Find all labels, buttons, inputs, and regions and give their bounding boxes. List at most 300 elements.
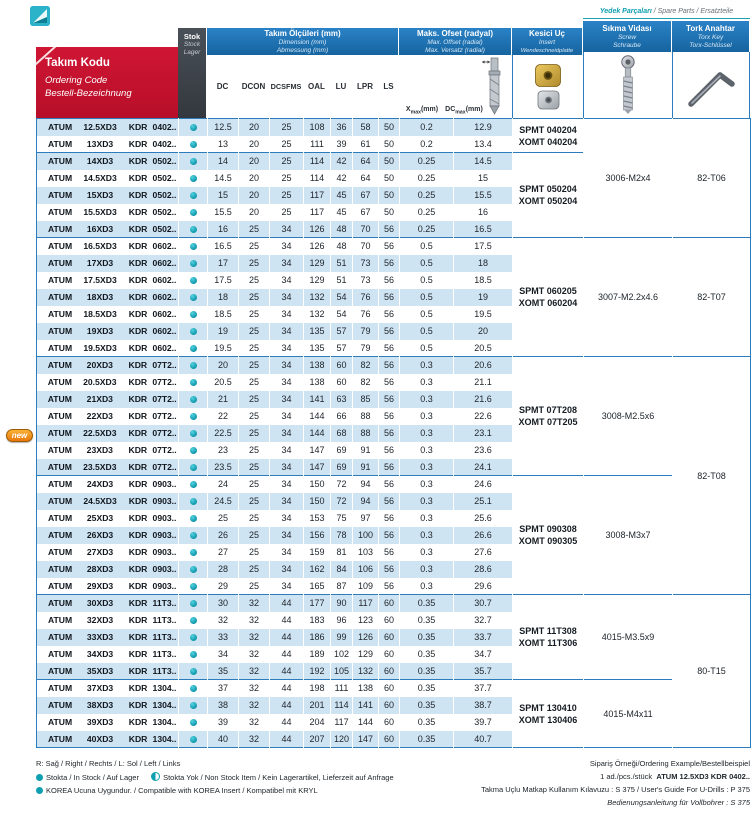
xmax-value: 0.5: [400, 306, 454, 323]
lu-value: 51: [331, 272, 353, 289]
lpr-value: 129: [353, 646, 379, 663]
tool-code: ATUM 17XD3 KDR 0602..: [47, 258, 177, 268]
insert-designation: SPMT 060205 XOMT 060204: [513, 238, 584, 357]
dcon-value: 25: [239, 493, 270, 510]
in-stock-dot: [190, 413, 197, 420]
dcon-value: 32: [239, 612, 270, 629]
xmax-value: 0.2: [400, 136, 454, 153]
ls-value: 56: [379, 408, 400, 425]
insert-designation: SPMT 050204 XOMT 050204: [513, 153, 584, 238]
ls-value: 56: [379, 357, 400, 374]
ls-value: 56: [379, 459, 400, 476]
in-stock-dot: [190, 226, 197, 233]
stock-cell: [179, 544, 208, 561]
xmax-value: 0.5: [400, 289, 454, 306]
stock-cell: [179, 697, 208, 714]
in-stock-dot: [190, 124, 197, 131]
dcon-value: 25: [239, 544, 270, 561]
in-stock-dot: [190, 702, 197, 709]
lpr-value: 103: [353, 544, 379, 561]
tool-code: ATUM 23.5XD3 KDR 07T2..: [47, 461, 177, 472]
dc-value: 34: [208, 646, 239, 663]
in-stock-dot: [190, 396, 197, 403]
dcsfms-value: 34: [270, 442, 304, 459]
tool-code: ATUM 39XD3 KDR 1304..: [47, 717, 177, 727]
dcsfms-value: 34: [270, 238, 304, 255]
ls-value: 56: [379, 527, 400, 544]
dcsfms-value: 34: [270, 306, 304, 323]
stock-cell: [179, 238, 208, 255]
xmax-value: 0.3: [400, 459, 454, 476]
stock-cell: [179, 612, 208, 629]
lpr-value: 100: [353, 527, 379, 544]
dcsfms-value: 25: [270, 204, 304, 221]
dcon-value: 25: [239, 510, 270, 527]
in-stock-dot: [190, 498, 197, 505]
dc-value: 27: [208, 544, 239, 561]
oal-value: 207: [304, 731, 331, 748]
stock-cell: [179, 493, 208, 510]
xmax-value: 0.3: [400, 374, 454, 391]
torx-column-header: [672, 21, 750, 52]
ls-value: 60: [379, 731, 400, 748]
dc-value: 17: [208, 255, 239, 272]
stock-cell: [179, 663, 208, 680]
dc-value: 19.5: [208, 340, 239, 357]
dcmax-value: 18.5: [454, 272, 513, 289]
tool-code: ATUM 24.5XD3 KDR 0903..: [47, 496, 177, 506]
oal-value: 117: [304, 204, 331, 221]
dcon-value: 25: [239, 527, 270, 544]
dc-value: 19: [208, 323, 239, 340]
dcsfms-value: 34: [270, 527, 304, 544]
dcsfms-value: 34: [270, 340, 304, 357]
dc-value: 38: [208, 697, 239, 714]
dim-col-labels: [207, 55, 399, 118]
offset-label-de: Max. Versatz (radial): [425, 46, 485, 54]
dcsfms-value: 34: [270, 544, 304, 561]
stock-cell: [179, 578, 208, 595]
dcon-value: 32: [239, 629, 270, 646]
in-stock-dot: [190, 583, 197, 590]
dcmax-value: 25.6: [454, 510, 513, 527]
oal-value: 117: [304, 187, 331, 204]
dc-value: 14.5: [208, 170, 239, 187]
lu-value: 90: [331, 595, 353, 612]
dcsfms-value: 34: [270, 510, 304, 527]
dc-value: 18.5: [208, 306, 239, 323]
dcmax-value: 24.6: [454, 476, 513, 493]
table-row: [37, 238, 751, 255]
dc-value: 20: [208, 357, 239, 374]
ls-value: 56: [379, 391, 400, 408]
dcmax-value: 22.6: [454, 408, 513, 425]
dim-col-label-lu: LU: [335, 82, 347, 91]
in-stock-dot: [190, 532, 197, 539]
dcsfms-value: 44: [270, 646, 304, 663]
oal-value: 129: [304, 272, 331, 289]
stock-cell: [179, 561, 208, 578]
korea-compat-text: KOREA Ucuna Uygundur. / Compatible with KOREA Insert / Kompatibel mit KRYL: [46, 786, 318, 795]
lpr-value: 106: [353, 561, 379, 578]
tool-code: ATUM 30XD3 KDR 11T3..: [37, 595, 179, 612]
ls-value: 56: [379, 544, 400, 561]
in-stock-dot: [190, 481, 197, 488]
torx-key-designation: 82-T06: [673, 119, 751, 238]
ls-value: 50: [379, 204, 400, 221]
dcsfms-value: 34: [270, 493, 304, 510]
dcon-value: 20: [239, 136, 270, 153]
xmax-value: 0.5: [400, 255, 454, 272]
dcsfms-value: 44: [270, 731, 304, 748]
dcmax-value: 33.7: [454, 629, 513, 646]
in-stock-dot: [190, 175, 197, 182]
dcsfms-value: 25: [270, 170, 304, 187]
dcon-value: 25: [239, 323, 270, 340]
tool-code: ATUM 35XD3 KDR 11T3..: [47, 665, 177, 676]
dc-value: 28: [208, 561, 239, 578]
oal-value: 144: [304, 425, 331, 442]
dcon-value: 32: [239, 714, 270, 731]
oal-value: 204: [304, 714, 331, 731]
tool-code: ATUM 33XD3 KDR 11T3..: [47, 632, 177, 642]
xmax-value: 0.3: [400, 493, 454, 510]
ls-value: 50: [379, 187, 400, 204]
spare-parts-title-en: / Spare Parts /: [653, 8, 699, 15]
lpr-value: 58: [353, 119, 379, 136]
dcmax-value: 37.7: [454, 680, 513, 697]
ls-value: 56: [379, 510, 400, 527]
dcmax-value: 17.5: [454, 238, 513, 255]
dim-col-label-dc: DC: [216, 82, 229, 91]
lu-value: 45: [331, 204, 353, 221]
oal-value: 132: [304, 306, 331, 323]
insert-label-de: Wendeschneidplatte: [520, 47, 574, 54]
lpr-value: 73: [353, 255, 379, 272]
stock-label-de: Lager: [183, 49, 201, 56]
dcsfms-value: 25: [270, 119, 304, 136]
dcmax-value: 20: [454, 323, 513, 340]
lpr-value: 64: [353, 153, 379, 170]
dcon-value: 25: [239, 442, 270, 459]
stock-cell: [179, 374, 208, 391]
gold-insert-photo-icon: [534, 63, 562, 88]
lu-value: 48: [331, 221, 353, 238]
oal-value: 111: [304, 136, 331, 153]
stock-cell: [179, 272, 208, 289]
oal-value: 156: [304, 527, 331, 544]
in-stock-dot: [190, 719, 197, 726]
xmax-value: 0.2: [400, 119, 454, 136]
brand-logo-icon: [30, 6, 50, 26]
dcsfms-value: 25: [270, 136, 304, 153]
lpr-value: 67: [353, 187, 379, 204]
xmax-value: 0.35: [400, 629, 454, 646]
dcsfms-value: 25: [270, 153, 304, 170]
xmax-value: 0.25: [400, 187, 454, 204]
tool-code: ATUM 16XD3 KDR 0502..: [47, 223, 177, 234]
dc-value: 32: [208, 612, 239, 629]
insert-designation: SPMT 07T208 XOMT 07T205: [513, 357, 584, 476]
ordering-code-header: [36, 47, 178, 118]
dcon-value: 25: [239, 408, 270, 425]
lpr-value: 70: [353, 238, 379, 255]
insert-designation: SPMT 130410 XOMT 130406: [513, 680, 584, 748]
table-row: [37, 357, 751, 374]
stock-cell: [179, 680, 208, 697]
stock-column-header: [178, 28, 207, 118]
oal-value: 126: [304, 221, 331, 238]
oal-value: 126: [304, 238, 331, 255]
dcmax-value: 25.1: [454, 493, 513, 510]
dcsfms-value: 34: [270, 578, 304, 595]
torx-subheader: [672, 52, 750, 118]
tool-code: ATUM 22.5XD3 KDR 07T2..: [47, 428, 177, 438]
insert-designation: SPMT 11T308 XOMT 11T306: [513, 595, 584, 680]
screw-designation: 3007-M2.2x4.6: [584, 238, 673, 357]
dcsfms-value: 34: [270, 374, 304, 391]
in-stock-dot: [190, 243, 197, 250]
dcmax-value: 16.5: [454, 221, 513, 238]
non-stock-legend-text: Stokta Yok / Non Stock Item / Kein Lagerartikel, Lieferzeit auf Anfrage: [163, 772, 394, 782]
lu-value: 57: [331, 340, 353, 357]
ls-value: 56: [379, 272, 400, 289]
ordering-example-qty: 1 ad./pcs./stück: [600, 772, 653, 781]
xmax-value: 0.35: [400, 612, 454, 629]
ls-value: 56: [379, 425, 400, 442]
dc-value: 15.5: [208, 204, 239, 221]
lpr-value: 82: [353, 357, 379, 374]
dc-value: 16.5: [208, 238, 239, 255]
dcmax-value: 30.7: [454, 595, 513, 612]
dcmax-value: 21.6: [454, 391, 513, 408]
legend-korea-compat: [36, 784, 436, 798]
lpr-value: 76: [353, 289, 379, 306]
table-row: [37, 119, 751, 136]
dcon-value: 20: [239, 170, 270, 187]
oal-value: 183: [304, 612, 331, 629]
oal-value: 114: [304, 153, 331, 170]
dc-value: 40: [208, 731, 239, 748]
lpr-value: 70: [353, 221, 379, 238]
dcon-value: 25: [239, 289, 270, 306]
dcon-value: 32: [239, 646, 270, 663]
in-stock-dot: [190, 464, 197, 471]
offset-sublabels: [401, 106, 485, 115]
dcmax-value: 14.5: [454, 153, 513, 170]
offset-column-header: [399, 28, 512, 55]
ls-value: 60: [379, 646, 400, 663]
dcon-value: 25: [239, 459, 270, 476]
ls-value: 56: [379, 323, 400, 340]
stock-cell: [179, 476, 208, 493]
in-stock-dot: [190, 209, 197, 216]
tool-code: ATUM 15.5XD3 KDR 0502..: [47, 207, 177, 217]
ls-value: 60: [379, 714, 400, 731]
in-stock-dot: [190, 651, 197, 658]
dcmax-value: 16: [454, 204, 513, 221]
table-row: [37, 476, 751, 493]
rows-body: [37, 119, 751, 748]
dcsfms-value: 34: [270, 391, 304, 408]
ls-value: 56: [379, 221, 400, 238]
in-stock-dot: [190, 515, 197, 522]
insert-subheader: [512, 55, 583, 118]
oal-value: 108: [304, 119, 331, 136]
dcmax-value: 27.6: [454, 544, 513, 561]
dc-value: 29: [208, 578, 239, 595]
xmax-value: 0.35: [400, 714, 454, 731]
dc-value: 33: [208, 629, 239, 646]
tool-code: ATUM 16.5XD3 KDR 0602..: [37, 238, 179, 255]
xmax-value: 0.35: [400, 595, 454, 612]
lu-value: 72: [331, 476, 353, 493]
tool-catalog-table: [36, 118, 751, 748]
ls-value: 56: [379, 238, 400, 255]
footer-legend: [36, 757, 436, 798]
xmax-value: 0.35: [400, 646, 454, 663]
lu-value: 102: [331, 646, 353, 663]
dc-value: 15: [208, 187, 239, 204]
xmax-value: 0.3: [400, 561, 454, 578]
in-stock-dot: [190, 294, 197, 301]
dc-value: 22: [208, 408, 239, 425]
xmax-value: 0.5: [400, 340, 454, 357]
stock-cell: [179, 425, 208, 442]
lpr-value: 126: [353, 629, 379, 646]
oal-value: 135: [304, 340, 331, 357]
in-stock-dot: [190, 634, 197, 641]
lpr-value: 76: [353, 306, 379, 323]
dcon-value: 32: [239, 680, 270, 697]
lu-value: 99: [331, 629, 353, 646]
oal-value: 132: [304, 289, 331, 306]
tool-code: ATUM 20.5XD3 KDR 07T2..: [47, 377, 177, 387]
stock-cell: [179, 340, 208, 357]
dcon-value: 32: [239, 731, 270, 748]
dcsfms-value: 34: [270, 357, 304, 374]
stock-cell: [179, 459, 208, 476]
tool-code: ATUM 26XD3 KDR 0903..: [47, 530, 177, 540]
dcmax-value: 26.6: [454, 527, 513, 544]
dc-value: 26: [208, 527, 239, 544]
dim-col-label-dcsfms: DCSFMS: [270, 82, 302, 91]
ls-value: 50: [379, 153, 400, 170]
dcmax-value: 40.7: [454, 731, 513, 748]
oal-value: 192: [304, 663, 331, 680]
tool-code: ATUM 21XD3 KDR 07T2..: [47, 394, 177, 404]
ls-value: 60: [379, 595, 400, 612]
dim-col-label-dcon: DCON: [241, 82, 266, 91]
dcmax-value: 34.7: [454, 646, 513, 663]
lpr-value: 94: [353, 493, 379, 510]
dcmax-value: 32.7: [454, 612, 513, 629]
ordering-example-code: ATUM 12.5XD3 KDR 0402..: [656, 772, 750, 781]
dcsfms-value: 44: [270, 612, 304, 629]
lu-value: 54: [331, 289, 353, 306]
in-stock-dot: [190, 379, 197, 386]
screw-designation: 3008-M3x7: [584, 476, 673, 595]
torx-key-designation: 82-T08: [673, 357, 751, 595]
tool-code: ATUM 14.5XD3 KDR 0502..: [47, 173, 177, 183]
dcon-value: 25: [239, 391, 270, 408]
screw-designation: 3008-M2.5x6: [584, 357, 673, 476]
xmax-value: 0.3: [400, 408, 454, 425]
stock-cell: [179, 527, 208, 544]
ordering-example-line: [400, 770, 750, 783]
ls-value: 56: [379, 476, 400, 493]
tool-code: ATUM 19XD3 KDR 0602..: [47, 326, 177, 336]
dcon-value: 25: [239, 340, 270, 357]
dcon-value: 20: [239, 153, 270, 170]
in-stock-dot: [190, 736, 197, 743]
screw-designation: 4015-M3.5x9: [584, 595, 673, 680]
insert-column-header: [512, 28, 583, 55]
stock-cell: [179, 119, 208, 136]
lpr-value: 91: [353, 459, 379, 476]
stock-cell: [179, 510, 208, 527]
new-item-badge: new: [6, 429, 33, 442]
xmax-value: 0.5: [400, 238, 454, 255]
in-stock-dot: [190, 311, 197, 318]
ls-value: 60: [379, 612, 400, 629]
dc-value: 35: [208, 663, 239, 680]
oal-value: 135: [304, 323, 331, 340]
dcmax-value: 13.4: [454, 136, 513, 153]
dcon-value: 25: [239, 374, 270, 391]
dcsfms-value: 34: [270, 425, 304, 442]
torx-label-tr: Tork Anahtar: [686, 23, 735, 33]
dc-value: 14: [208, 153, 239, 170]
tool-code: ATUM 25XD3 KDR 0903..: [47, 513, 177, 523]
screw-label-de: Schraube: [613, 41, 641, 49]
dcon-value: 25: [239, 221, 270, 238]
oal-value: 141: [304, 391, 331, 408]
oal-value: 147: [304, 459, 331, 476]
stock-label-en: Stock: [183, 41, 201, 48]
dcsfms-value: 44: [270, 595, 304, 612]
oal-value: 162: [304, 561, 331, 578]
ordering-code-title-en: Ordering Code: [45, 75, 108, 86]
torx-key-designation: 80-T15: [673, 595, 751, 748]
dcmax-column-label: $DC_{max}(mm)$: [445, 105, 483, 115]
ls-value: 50: [379, 136, 400, 153]
xmax-value: 0.3: [400, 442, 454, 459]
dcon-value: 25: [239, 476, 270, 493]
oal-value: 138: [304, 357, 331, 374]
in-stock-legend-text: Stokta / In Stock / Auf Lager: [46, 772, 139, 782]
dcmax-value: 21.1: [454, 374, 513, 391]
ls-value: 56: [379, 561, 400, 578]
lu-value: 48: [331, 238, 353, 255]
dimensions-column-header: [207, 28, 399, 55]
ordering-example-title: Sipariş Örneği/Ordering Example/Bestellbeispiel: [589, 759, 750, 768]
in-stock-dot: [190, 668, 197, 675]
oal-value: 150: [304, 476, 331, 493]
oal-value: 189: [304, 646, 331, 663]
table-row: [37, 680, 751, 697]
xmax-value: 0.3: [400, 391, 454, 408]
lpr-value: 61: [353, 136, 379, 153]
oal-value: 153: [304, 510, 331, 527]
dcmax-value: 20.6: [454, 357, 513, 374]
stock-cell: [179, 255, 208, 272]
xmax-column-label: $X_{max}(mm)$: [405, 105, 439, 115]
stock-cell: [179, 136, 208, 153]
dcsfms-value: 44: [270, 663, 304, 680]
lu-value: 87: [331, 578, 353, 595]
spare-parts-title-de: Ersatzteile: [700, 8, 734, 15]
